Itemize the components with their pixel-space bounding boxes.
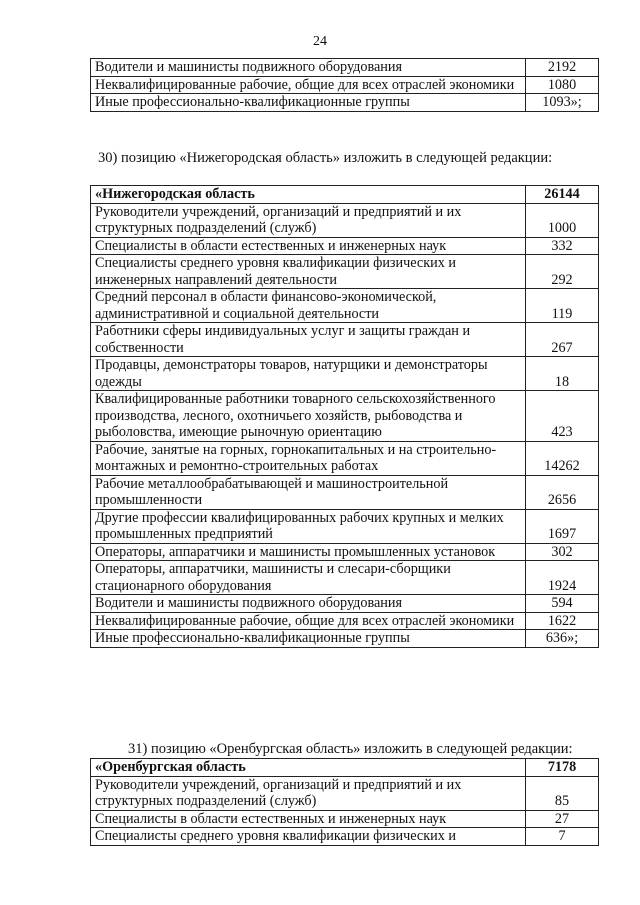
row-label: Иные профессионально-квалификационные группы — [91, 630, 526, 648]
row-value: 85 — [526, 776, 599, 810]
table-row — [91, 561, 599, 595]
row-label: Специалисты в области естественных и инженерных наук — [91, 810, 526, 828]
region-title: «Нижегородская область — [91, 186, 526, 204]
table-row — [91, 543, 599, 561]
row-label: Неквалифицированные рабочие, общие для всех отраслей экономики — [91, 76, 526, 94]
table-continued — [90, 58, 599, 112]
row-value: 1924 — [526, 561, 599, 595]
table-orenburg — [90, 758, 599, 846]
table-row — [91, 810, 599, 828]
row-label: Операторы, аппаратчики и машинисты промышленных установок — [91, 543, 526, 561]
table-header-row — [91, 186, 599, 204]
row-label: Руководители учреждений, организаций и предприятий и их структурных подразделений (служб) — [91, 203, 526, 237]
row-label: Руководители учреждений, организаций и предприятий и их структурных подразделений (служб) — [91, 776, 526, 810]
table-nizhny-novgorod — [90, 185, 599, 648]
row-value: 1697 — [526, 509, 599, 543]
row-label: Специалисты в области естественных и инженерных наук — [91, 237, 526, 255]
row-label: Специалисты среднего уровня квалификации физических и инженерных направлений деятельности — [91, 255, 526, 289]
row-value: 1093»; — [526, 94, 599, 112]
table-row — [91, 475, 599, 509]
row-value: 1080 — [526, 76, 599, 94]
row-value: 18 — [526, 357, 599, 391]
row-label: Рабочие металлообрабатывающей и машиностроительной промышленности — [91, 475, 526, 509]
table-row — [91, 612, 599, 630]
table-row — [91, 441, 599, 475]
row-value: 1000 — [526, 203, 599, 237]
table-row — [91, 509, 599, 543]
table-row — [91, 59, 599, 77]
row-value: 2656 — [526, 475, 599, 509]
row-label: Операторы, аппаратчики, машинисты и слесари-сборщики стационарного оборудования — [91, 561, 526, 595]
table-header-row — [91, 759, 599, 777]
row-value: 27 — [526, 810, 599, 828]
table-row — [91, 391, 599, 442]
row-label: Средний персонал в области финансово-экономической, административной и социальной деятельности — [91, 289, 526, 323]
row-value: 636»; — [526, 630, 599, 648]
table-row — [91, 289, 599, 323]
row-value: 594 — [526, 595, 599, 613]
row-value: 7 — [526, 828, 599, 846]
table-row — [91, 94, 599, 112]
paragraph-30: 30) позицию «Нижегородская область» изложить в следующей редакции: — [98, 150, 553, 166]
row-label: Другие профессии квалифицированных рабочих крупных и мелких промышленных предприятий — [91, 509, 526, 543]
table-row — [91, 776, 599, 810]
row-label: Квалифицированные работники товарного сельскохозяйственного производства, лесного, охотничьего хозяйств, рыбоводства и рыболовства, имеющие рыночную ориентацию — [91, 391, 526, 442]
row-value: 1622 — [526, 612, 599, 630]
row-label: Иные профессионально-квалификационные группы — [91, 94, 526, 112]
table-row — [91, 237, 599, 255]
row-value: 14262 — [526, 441, 599, 475]
table-row — [91, 828, 599, 846]
table-row — [91, 203, 599, 237]
row-value: 423 — [526, 391, 599, 442]
table-row — [91, 357, 599, 391]
row-label: Водители и машинисты подвижного оборудования — [91, 59, 526, 77]
row-value: 267 — [526, 323, 599, 357]
region-title: «Оренбургская область — [91, 759, 526, 777]
row-value: 2192 — [526, 59, 599, 77]
table-row — [91, 76, 599, 94]
paragraph-31: 31) позицию «Оренбургская область» изложить в следующей редакции: — [128, 741, 573, 757]
row-label: Водители и машинисты подвижного оборудования — [91, 595, 526, 613]
page-number: 24 — [313, 34, 327, 49]
row-label: Неквалифицированные рабочие, общие для всех отраслей экономики — [91, 612, 526, 630]
row-label: Работники сферы индивидуальных услуг и защиты граждан и собственности — [91, 323, 526, 357]
table-row — [91, 595, 599, 613]
region-total: 26144 — [526, 186, 599, 204]
row-value: 332 — [526, 237, 599, 255]
row-label: Продавцы, демонстраторы товаров, натурщики и демонстраторы одежды — [91, 357, 526, 391]
row-value: 119 — [526, 289, 599, 323]
row-value: 302 — [526, 543, 599, 561]
table-row — [91, 630, 599, 648]
region-total: 7178 — [526, 759, 599, 777]
table-row — [91, 255, 599, 289]
row-value: 292 — [526, 255, 599, 289]
row-label: Специалисты среднего уровня квалификации физических и — [91, 828, 526, 846]
table-row — [91, 323, 599, 357]
row-label: Рабочие, занятые на горных, горнокапитальных и на строительно-монтажных и ремонтно-строительных работах — [91, 441, 526, 475]
